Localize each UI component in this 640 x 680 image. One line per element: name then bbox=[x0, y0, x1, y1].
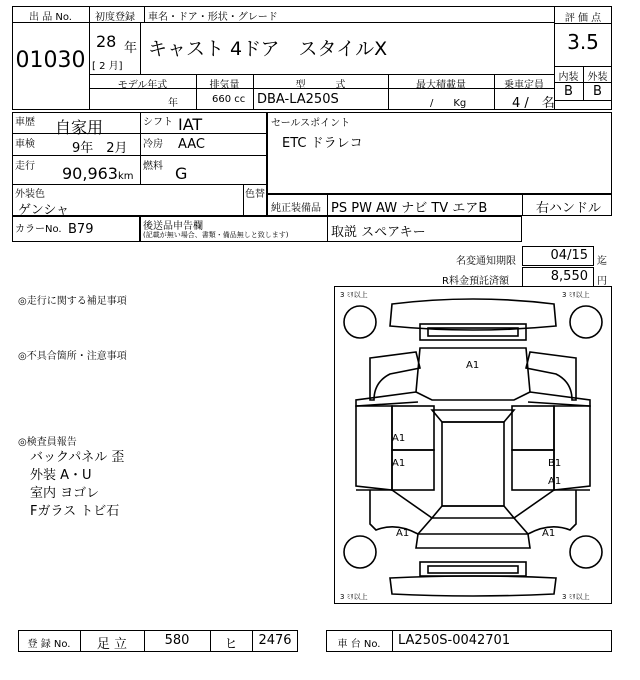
inspector-line: 外装 A・U bbox=[30, 468, 92, 483]
history-label: 車歴 bbox=[15, 117, 35, 128]
first-reg-year: 28 bbox=[96, 32, 117, 51]
equipment-label: 純正装備品 bbox=[271, 203, 321, 214]
car-name-label: 車名・ドア・形状・グレード bbox=[148, 12, 278, 23]
shift: IAT bbox=[178, 115, 203, 134]
exterior-color-label: 外装色 bbox=[15, 189, 45, 200]
tire-fl bbox=[344, 306, 376, 338]
color-no-label: カラーNo. bbox=[15, 224, 62, 235]
reg-kana: ヒ bbox=[224, 637, 238, 652]
model: DBA-LA250S bbox=[257, 92, 339, 107]
lot-no-label: 出 品 No. bbox=[29, 12, 72, 23]
front-plate bbox=[420, 324, 526, 340]
roof bbox=[442, 422, 504, 506]
chassis-label: 車 台 No. bbox=[337, 639, 381, 650]
side-left bbox=[356, 406, 392, 490]
exterior-label: 外装 bbox=[587, 72, 608, 83]
tire-rr bbox=[570, 536, 602, 568]
recycle-label: R料金預託済額 bbox=[442, 276, 509, 287]
damage-mark-rear-door-right: A1 bbox=[548, 476, 562, 487]
tire-label-fl: 3 ﾐﾘ以上 bbox=[340, 291, 368, 299]
inspector-line: Fガラス トビ石 bbox=[30, 504, 120, 519]
color-no: B79 bbox=[68, 222, 94, 237]
model-year-unit: 年 bbox=[168, 98, 178, 109]
interior-label: 内装 bbox=[558, 72, 579, 83]
exterior-grade: B bbox=[593, 84, 602, 99]
first-reg-label: 初度登録 bbox=[95, 12, 135, 23]
color-change-label: 色替 bbox=[245, 189, 265, 200]
damage-mark-rear-door-right-b: B1 bbox=[548, 458, 562, 469]
car-name: キャスト 4ドア スタイルX bbox=[148, 38, 388, 60]
year-unit: 年 bbox=[124, 41, 138, 56]
post-registration-note: (記載が無い場合、書類・備品無しと致します) bbox=[143, 231, 289, 239]
max-load: / Kg bbox=[430, 98, 467, 109]
recycle-amount: 8,550 bbox=[550, 269, 588, 284]
aircon: AAC bbox=[178, 137, 205, 152]
fuel: G bbox=[175, 164, 188, 183]
name-change-label: 名変通知期限 bbox=[456, 256, 516, 267]
sales-point: ETC ドラレコ bbox=[282, 136, 363, 151]
inspection-label: 車検 bbox=[15, 139, 35, 150]
shift-label: シフト bbox=[143, 117, 173, 128]
displacement: 660 cc bbox=[212, 94, 246, 105]
chassis-no: LA250S-0042701 bbox=[398, 633, 511, 648]
trunk bbox=[416, 534, 530, 548]
tire-rl bbox=[344, 536, 376, 568]
extras: 取説 スペアキー bbox=[331, 225, 426, 240]
inspection: 9年 2月 bbox=[72, 141, 128, 156]
inspector-line: 室内 ヨゴレ bbox=[30, 486, 100, 501]
model-label: 型 式 bbox=[295, 80, 346, 91]
exterior-color: ゲンシャ bbox=[18, 203, 70, 218]
history: 自家用 bbox=[55, 118, 104, 137]
displacement-label: 排気量 bbox=[209, 80, 240, 91]
driving-notes-label: ◎走行に関する補足事項 bbox=[18, 296, 127, 307]
lot-no: 01030 bbox=[15, 48, 86, 73]
inspector-line: バックパネル 歪 bbox=[30, 450, 125, 465]
rear-window bbox=[432, 506, 514, 518]
tire-label-fr: 3 ﾐﾘ以上 bbox=[562, 291, 590, 299]
hood bbox=[416, 348, 530, 400]
capacity: 4 / 名 bbox=[512, 96, 555, 111]
windshield bbox=[432, 410, 514, 422]
steering: 右ハンドル bbox=[536, 201, 602, 216]
rear-quarter-left bbox=[356, 490, 432, 534]
fuel-label: 燃料 bbox=[143, 161, 163, 172]
first-reg-month: [ 2 月] bbox=[92, 61, 123, 72]
mileage: 90,963 bbox=[62, 164, 118, 183]
sales-point-label: セールスポイント bbox=[271, 118, 351, 129]
tire-label-rr: 3 ﾐﾘ以上 bbox=[562, 593, 590, 601]
mileage-label: 走行 bbox=[15, 161, 35, 172]
front-door-right bbox=[512, 406, 554, 450]
damage-mark-rear-quarter-right: A1 bbox=[542, 528, 556, 539]
tire-label-rl: 3 ﾐﾘ以上 bbox=[340, 593, 368, 601]
tire-fr bbox=[570, 306, 602, 338]
damage-mark-front-door-left: A1 bbox=[392, 433, 406, 444]
damage-mark-rear-quarter-left: A1 bbox=[396, 528, 410, 539]
defects-label: ◎不具合箇所・注意事項 bbox=[18, 351, 127, 362]
rear-door-left bbox=[392, 450, 434, 490]
inspector-label: ◎検査員報告 bbox=[18, 437, 77, 448]
post-registration-label: 後送品申告欄 bbox=[143, 221, 203, 232]
recycle-unit: 円 bbox=[597, 276, 607, 287]
car-damage-diagram bbox=[334, 286, 612, 604]
rear-bumper bbox=[390, 576, 556, 596]
reg-class: 580 bbox=[164, 633, 190, 648]
max-load-label: 最大積載量 bbox=[416, 80, 466, 91]
name-change-unit: 迄 bbox=[597, 256, 607, 267]
name-change-date: 04/15 bbox=[550, 248, 588, 263]
front-bumper bbox=[390, 299, 556, 330]
damage-mark-rear-door-left: A1 bbox=[392, 458, 406, 469]
equipment: PS PW AW ナビ TV エアB bbox=[331, 201, 488, 216]
rear-plate bbox=[420, 562, 526, 576]
aircon-label: 冷房 bbox=[143, 139, 163, 150]
interior-grade: B bbox=[564, 84, 573, 99]
eval-label: 評 価 点 bbox=[564, 13, 602, 24]
mileage-unit: km bbox=[118, 171, 134, 182]
damage-mark-hood: A1 bbox=[466, 360, 480, 371]
reg-number: 2476 bbox=[258, 633, 292, 648]
capacity-label: 乗車定員 bbox=[504, 80, 544, 91]
reg-area: 足 立 bbox=[96, 637, 128, 652]
eval-score: 3.5 bbox=[567, 30, 599, 54]
reg-no-label: 登 録 No. bbox=[27, 639, 71, 650]
model-year-label: モデル年式 bbox=[117, 80, 168, 91]
